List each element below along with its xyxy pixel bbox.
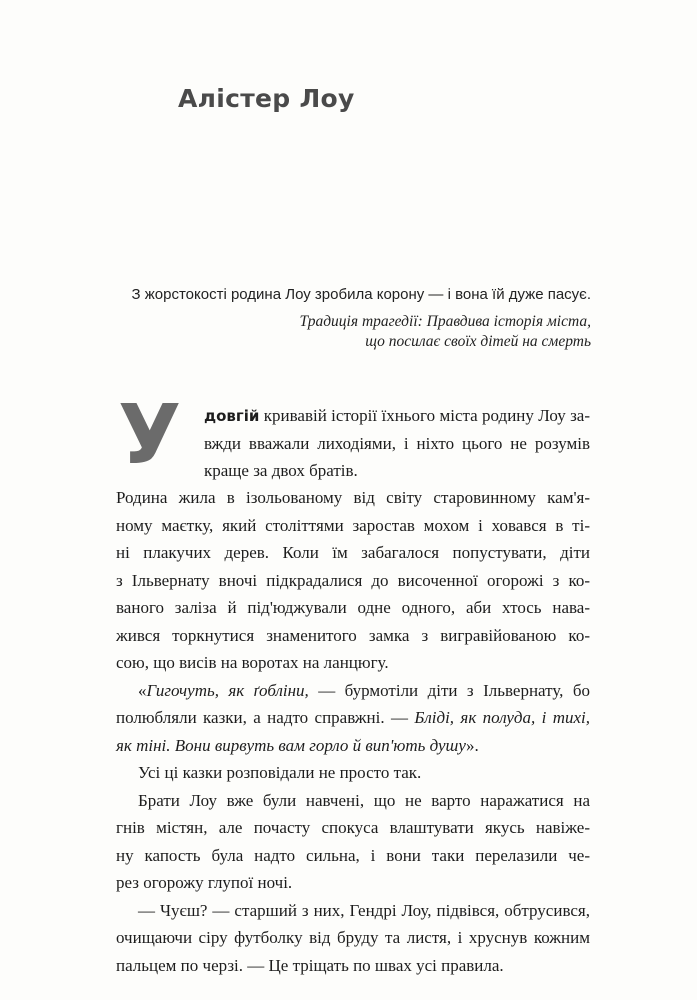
body-line: як тіні. Вони вирвуть вам горло й вип'ють душу».	[116, 735, 479, 755]
body-text	[116, 484, 590, 979]
body-text-opening	[204, 402, 590, 485]
body-line: сою, що висів на воротах на ланцюгу.	[116, 653, 389, 672]
body-line: полюбляли казки, а надто справжні. — Блідi, як полуда, і тихі,	[116, 708, 590, 727]
body-line: краще за двох братів.	[204, 461, 358, 480]
body-line: жився торкнутися знаменитого замка з вигравійованою ко-	[116, 625, 590, 645]
body-line: «Гигочуть, як ґобліни, — бурмотіли діти з Ільвернату, бо	[138, 680, 590, 700]
body-line: ному маєтку, який століттями заростав мохом і ховався в ті-	[116, 515, 590, 535]
body-line: ну капость була надто сильна, і вони таки перелазили че-	[116, 845, 590, 865]
body-line: Усі ці казки розповідали не просто так.	[138, 763, 422, 782]
body-line: Брати Лоу вже були навчені, що не варто наражатися на	[138, 790, 590, 810]
chapter-title: Алістер Лоу	[178, 84, 355, 113]
body-line: пальцем по черзі. — Це тріщать по швах усі правила.	[116, 955, 504, 975]
epigraph-source-line-1: Традиція трагедії: Правдива історія міста,	[299, 313, 591, 330]
body-line: — Чуєш? — старший з них, Гендрі Лоу, підвівся, обтрусився,	[138, 900, 590, 920]
drop-cap: У	[118, 388, 182, 483]
body-line: очищаючи сіру футболку від бруду та листя, і хруснув кожним	[116, 928, 590, 947]
body-line: вжди вважали лиходіями, і ніхто цього не розумів	[204, 433, 590, 453]
body-line: з Ільвернату вночі підкрадалися до височенної огорожі з ко-	[116, 570, 590, 590]
lead-word: довгій	[204, 407, 260, 425]
body-line: гнів містян, але почасту спокуса влаштувати якусь навіже-	[116, 818, 590, 837]
epigraph-source	[299, 312, 591, 352]
body-line: ваного заліза й під'юджували одне одного, аби хтось нава-	[116, 598, 590, 617]
body-line: Родина жила в ізольованому від світу старовинному кам'я-	[116, 488, 590, 507]
body-line: довгій кривавій історії їхнього міста родину Лоу за-	[204, 406, 590, 425]
body-line: рез огорожу глупої ночі.	[116, 873, 293, 892]
epigraph-source-line-2: що посилає своїх дітей на смерть	[365, 333, 591, 350]
body-line: ні плакучих дерев. Коли їм забагалося попустувати, діти	[116, 543, 590, 562]
epigraph-quote: З жорстокості родина Лоу зробила корону — і вона їй дуже пасує.	[131, 286, 591, 303]
